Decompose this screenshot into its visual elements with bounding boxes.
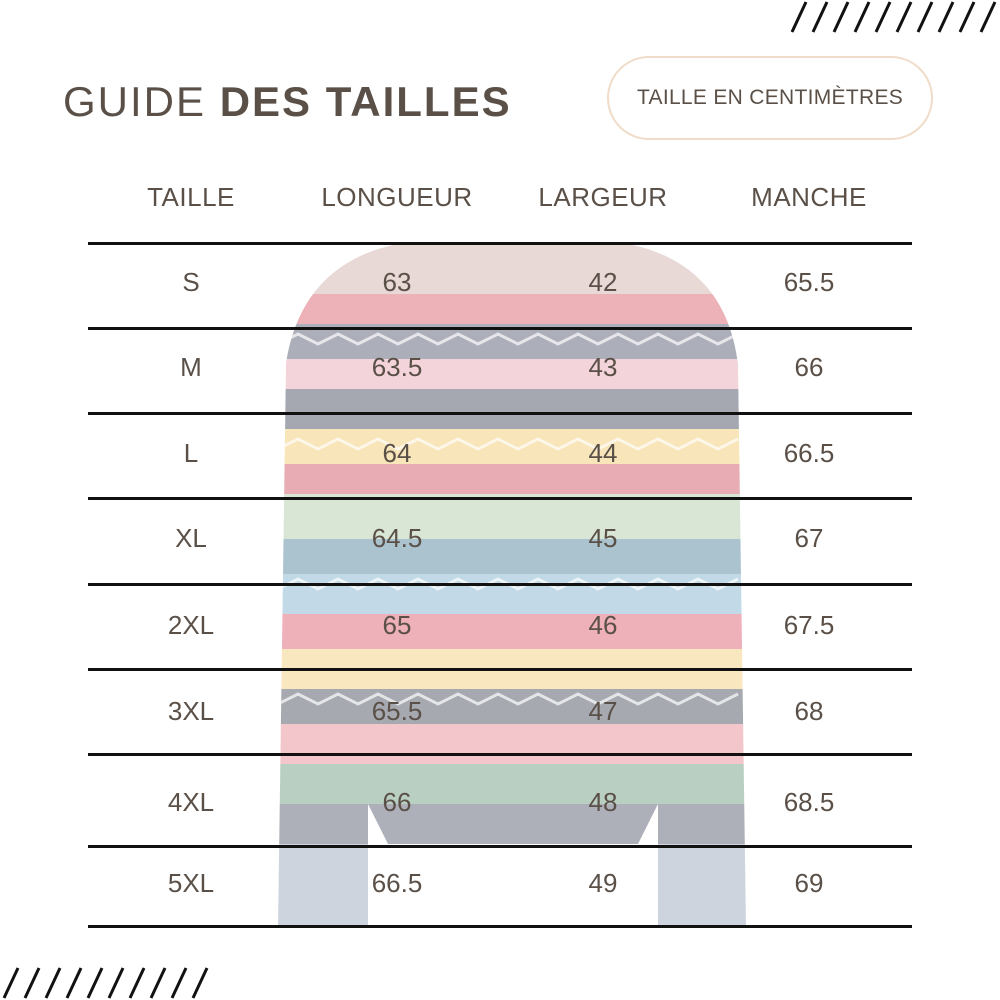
column-header-longueur: LONGUEUR — [321, 181, 473, 212]
cell-largeur: 43 — [588, 351, 618, 382]
cell-manche: 68.5 — [783, 786, 835, 817]
title-bold-part: DES TAILLES — [219, 78, 512, 125]
cell-size: S — [182, 266, 200, 297]
table-rule — [88, 497, 912, 500]
cell-manche: 66.5 — [783, 437, 835, 468]
table-rule — [88, 753, 912, 756]
table-rule — [88, 668, 912, 671]
cell-size: 4XL — [167, 786, 215, 817]
table-rule — [88, 583, 912, 586]
table-rule — [88, 412, 912, 415]
cell-longueur: 64 — [382, 437, 412, 468]
cell-largeur: 44 — [588, 437, 618, 468]
cell-largeur: 46 — [588, 609, 618, 640]
cell-longueur: 64.5 — [371, 522, 423, 553]
cell-longueur: 66.5 — [371, 867, 423, 898]
cell-largeur: 47 — [588, 695, 618, 726]
diagonal-stripes-decoration-bottom — [0, 966, 220, 1000]
cell-longueur: 65 — [382, 609, 412, 640]
cell-size: M — [180, 351, 202, 382]
cell-size: 5XL — [167, 867, 215, 898]
cell-longueur: 65.5 — [371, 695, 423, 726]
table-rule — [88, 242, 912, 245]
cell-longueur: 66 — [382, 786, 412, 817]
table-rule — [88, 925, 912, 928]
cell-manche: 68 — [794, 695, 824, 726]
cell-longueur: 63.5 — [371, 351, 423, 382]
cell-size: 3XL — [167, 695, 215, 726]
column-header-manche: MANCHE — [751, 181, 867, 212]
diagonal-stripes-decoration-top — [780, 0, 1000, 34]
page-title — [63, 78, 512, 126]
cell-size: L — [183, 437, 199, 468]
cell-manche: 67 — [794, 522, 824, 553]
cell-largeur: 49 — [588, 867, 618, 898]
cell-size: XL — [175, 522, 207, 553]
cell-manche: 69 — [794, 867, 824, 898]
cell-largeur: 48 — [588, 786, 618, 817]
cell-size: 2XL — [167, 609, 215, 640]
cell-longueur: 63 — [382, 266, 412, 297]
cell-manche: 67.5 — [783, 609, 835, 640]
unit-badge: TAILLE EN CENTIMÈTRES — [607, 56, 933, 140]
cell-largeur: 42 — [588, 266, 618, 297]
cell-manche: 66 — [794, 351, 824, 382]
column-header-taille: TAILLE — [147, 181, 235, 212]
table-rule — [88, 845, 912, 848]
table-rule — [88, 327, 912, 330]
column-header-largeur: LARGEUR — [538, 181, 668, 212]
table-header — [88, 170, 912, 224]
cell-largeur: 45 — [588, 522, 618, 553]
title-light-part: GUIDE — [63, 78, 207, 125]
cell-manche: 65.5 — [783, 266, 835, 297]
